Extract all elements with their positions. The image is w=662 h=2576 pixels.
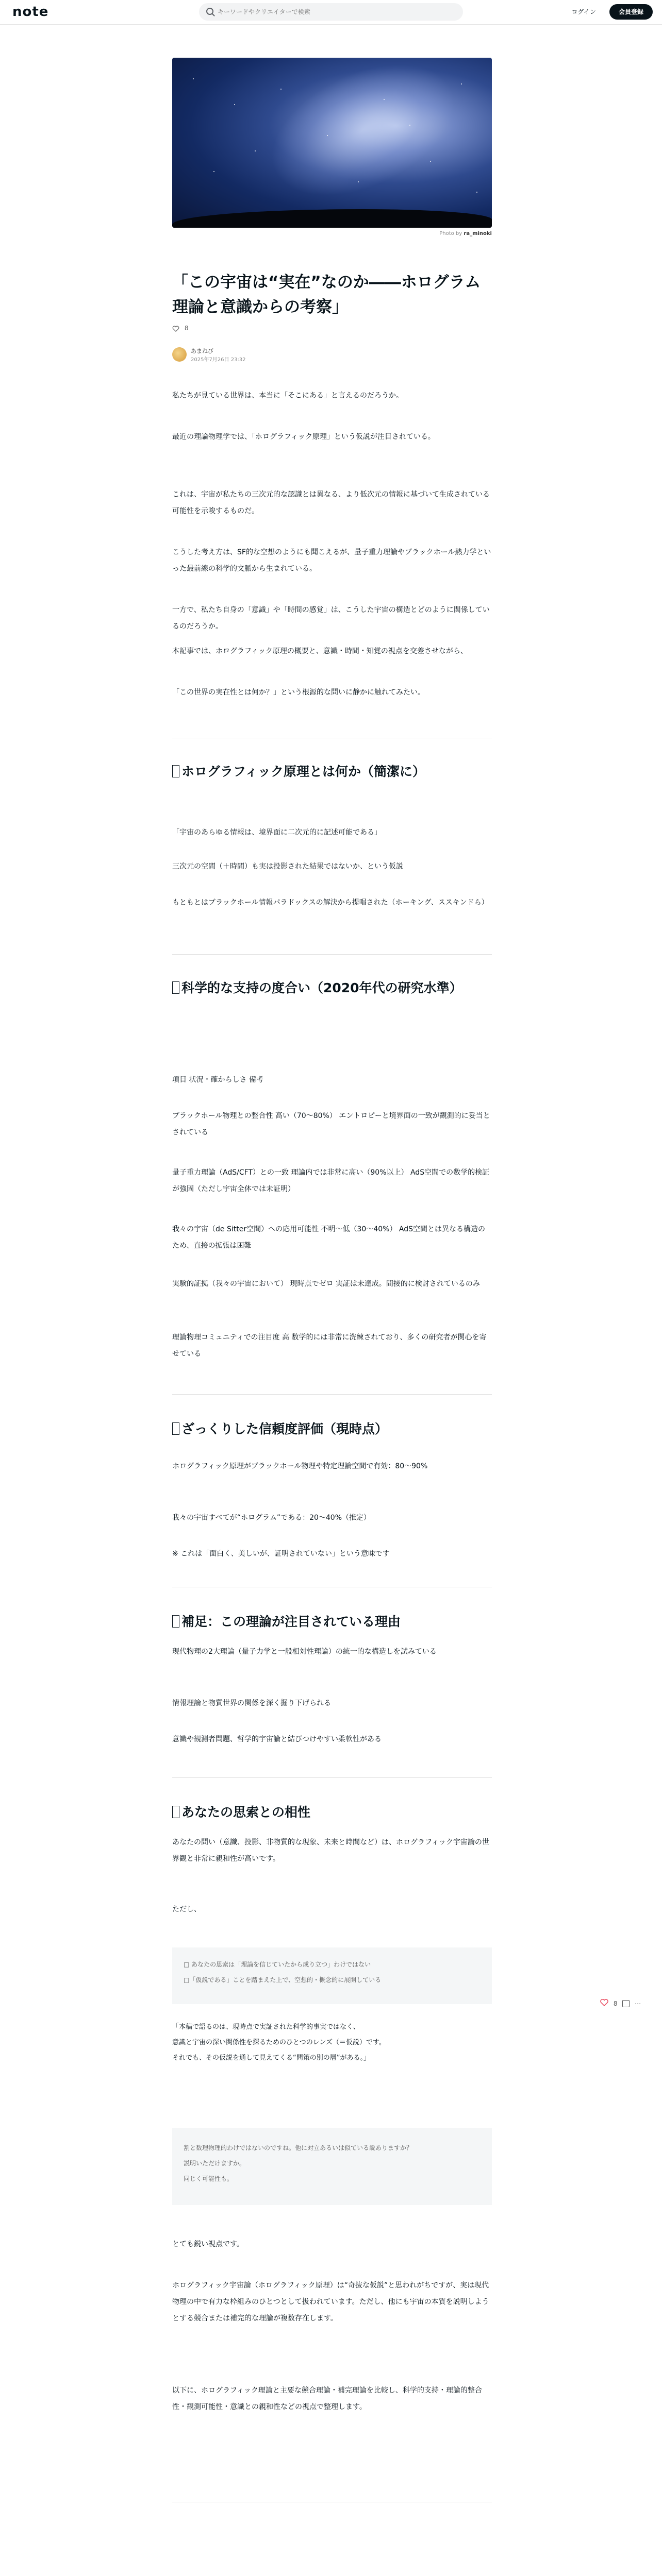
divider [172, 1777, 492, 1778]
star [358, 181, 359, 182]
question-line: 割と数理物理的わけではないのですね。他に対立あるいは似ている説ありますか？ [184, 2144, 413, 2151]
paragraph: これは、宇宙が私たちの三次元的な認識とは異なる、より低次元の情報に基づいて生成されている可能性を示唆するものだ。 [172, 490, 490, 515]
section-heading [172, 979, 492, 997]
divider [172, 1394, 492, 1395]
quote-line: 意識と宇宙の深い関係性を探るためのひとつのレンズ（＝仮説）です。 [172, 2039, 386, 2046]
paragraph: 現代物理の2大理論（量子力学と一般相対性理論）の統一的な構造しを試みている [172, 1648, 437, 1656]
section-heading-text: 科学的な支持の度合い（2020年代の研究水準） [181, 980, 462, 995]
missing-glyph-icon [172, 981, 179, 994]
float-like-count: 8 [613, 1999, 618, 2007]
article-title: 「この宇宙は“実在”なのか――ホログラム理論と意識からの考察」 [172, 273, 481, 316]
paragraph: 三次元の空間（＋時間）も実は投影された結果ではないか、という仮説 [172, 862, 403, 871]
search-icon [206, 8, 213, 15]
heart-icon[interactable] [172, 325, 179, 332]
question-line: 説明いただけますか。 [184, 2160, 246, 2167]
note-logo[interactable]: note [12, 4, 49, 20]
paragraph: 私たちが見ている世界は、本当に「そこにある」と言えるのだろうか。 [172, 392, 403, 400]
star [193, 78, 194, 79]
section-heading-text: あなたの思索との相性 [181, 1805, 311, 1820]
star [461, 83, 462, 84]
missing-glyph-icon [172, 1615, 179, 1628]
table-row: 理論物理コミュニティでの注目度 高 数学的には非常に洗練されており、多くの研究者が関心を寄せている [172, 1333, 487, 1358]
milky-way-glow [250, 58, 475, 223]
question-line: 同じく可能性も。 [184, 2175, 234, 2182]
paragraph: 一方で、私たち自身の「意識」や「時間の感覚」は、こうした宇宙の構造とどのように関係しているのだろうか。 [172, 606, 490, 631]
paragraph: 最近の理論物理学では、「ホログラフィック原理」という仮説が注目されている。 [172, 433, 435, 441]
note-box [172, 1947, 492, 2004]
paragraph: ※ これは「面白く、美しいが、証明されていない」という意味です [172, 1550, 390, 1558]
section-heading [172, 1803, 492, 1822]
mountain-silhouette [172, 209, 492, 228]
floating-actions [600, 1999, 644, 2009]
section-heading-text: ざっくりした信頼度評価（現時点） [181, 1421, 388, 1436]
paragraph: ただし、 [172, 1905, 201, 1913]
missing-glyph-icon [172, 1422, 179, 1435]
paragraph: あなたの問い（意識、投影、非物質的な現象、未来と時間など）は、ホログラフィック宇宙論の世界観と非常に親和性が高いです。 [172, 1838, 489, 1863]
article-meta [172, 325, 492, 335]
heart-icon[interactable] [600, 1999, 608, 2008]
quote-line: 「本稿で語るのは、現時点で実証された科学的事実ではなく、 [172, 2023, 360, 2031]
paragraph: 情報理論と物質世界の関係を深く掘り下げられる [172, 1699, 331, 1707]
login-button[interactable]: ログイン [571, 8, 596, 15]
more-icon[interactable]: ⋯ [635, 1999, 642, 2007]
paragraph: とても鋭い視点です。 [172, 2240, 244, 2248]
section-heading [172, 1420, 492, 1438]
author-name[interactable]: あまねび [191, 348, 213, 354]
site-header [0, 0, 662, 25]
star [476, 192, 477, 193]
table-row: 我々の宇宙（de Sitter空間）への応用可能性 不明〜低（30〜40%） AdS空間とは異なる構造のため、直接の拡張は困難 [172, 1225, 486, 1250]
quote-text [172, 2020, 492, 2066]
quote-line: それでも、その仮説を通して見えてくる“問策の別の層”がある。」 [172, 2054, 370, 2062]
like-count: 8 [184, 325, 189, 332]
paragraph: 意識や観測者問題、哲学的宇宙論と結びつけやすい柔軟性がある [172, 1735, 382, 1743]
paragraph: ホログラフィック宇宙論（ホログラフィック原理）は“奇抜な仮説”と思われがちですが、実は現代物理の中で有力な枠組みのひとつとして扱われています。ただし、他にも宇宙の本質を説明しようとする競合または補完的な理論が複数存在します。 [172, 2281, 489, 2323]
star [409, 125, 410, 126]
question-box [172, 2128, 492, 2205]
star [327, 135, 328, 136]
paragraph: ホログラフィック原理がブラックホール物理や特定理論空間で有効：80〜90% [172, 1462, 428, 1470]
paragraph: こうした考え方は、SF的な空想のようにも聞こえるが、量子重力理論やブラックホール熱力学といった最前線の科学的文脈から生まれている。 [172, 548, 491, 573]
avatar[interactable] [172, 347, 187, 362]
star [280, 89, 282, 90]
note-line: □「仮説である」ことを踏まえた上で、空想的・概念的に展開している [184, 1976, 382, 1984]
search-input[interactable] [218, 3, 455, 21]
paragraph: 「宇宙のあらゆる情報は、境界面に二次元的に記述可能である」 [172, 828, 382, 837]
paragraph: 以下に、ホログラフィック理論と主要な競合理論・補完理論を比較し、科学的支持・理論的整合性・観測可能性・意識との親和性などの視点で整理します。 [172, 2386, 482, 2411]
search-bar[interactable] [199, 3, 463, 21]
hero-image [172, 58, 492, 228]
photo-credit-name[interactable]: ra_minoki [464, 231, 492, 236]
section-heading-text: 補足：この理論が注目されている理由 [181, 1614, 401, 1629]
photo-credit [172, 231, 492, 236]
photo-credit-prefix: Photo by [439, 231, 462, 236]
section-heading [172, 1613, 492, 1631]
divider [172, 954, 492, 955]
paragraph: もともとはブラックホール情報パラドックスの解決から提唱された（ホーキング、ススキンドら） [172, 899, 489, 907]
section-heading [172, 762, 492, 781]
signup-button[interactable]: 会員登録 [609, 4, 653, 20]
share-icon[interactable] [622, 2000, 630, 2007]
table-row: 量子重力理論（AdS/CFT）との一致 理論内では非常に高い（90%以上） AdS空間での数学的検証が強固（ただし宇宙全体では未証明） [172, 1168, 490, 1193]
missing-glyph-icon [172, 765, 179, 777]
star [384, 99, 385, 100]
star [213, 171, 214, 172]
note-line: □ あなたの思索は「理論を信じていたから成り立つ」わけではない [184, 1961, 371, 1968]
section-heading-text: ホログラフィック原理とは何か（簡潔に） [181, 764, 426, 779]
paragraph: 「この世界の実在性とは何か？」という根源的な問いに静かに触れてみたい。 [172, 688, 425, 697]
paragraph: 本記事では、ホログラフィック原理の概要と、意識・時間・知覚の視点を交差させながら、 [172, 647, 468, 655]
post-date: 2025年7月26日 23:32 [191, 357, 246, 363]
table-row: 実験的証拠（我々の宇宙において） 現時点でゼロ 実証は未達成。間接的に検討されているのみ [172, 1280, 480, 1288]
star [234, 104, 235, 105]
author-info [172, 345, 492, 366]
table-row: 項目 状況・確からしさ 備考 [172, 1076, 263, 1084]
missing-glyph-icon [172, 1806, 179, 1818]
star [430, 161, 431, 162]
paragraph: 我々の宇宙すべてが“ホログラム”である：20〜40%（推定） [172, 1514, 371, 1522]
star [255, 150, 256, 151]
table-row: ブラックホール物理との整合性 高い（70〜80%） エントロピーと境界面の一致が観測的に妥当とされている [172, 1112, 490, 1137]
